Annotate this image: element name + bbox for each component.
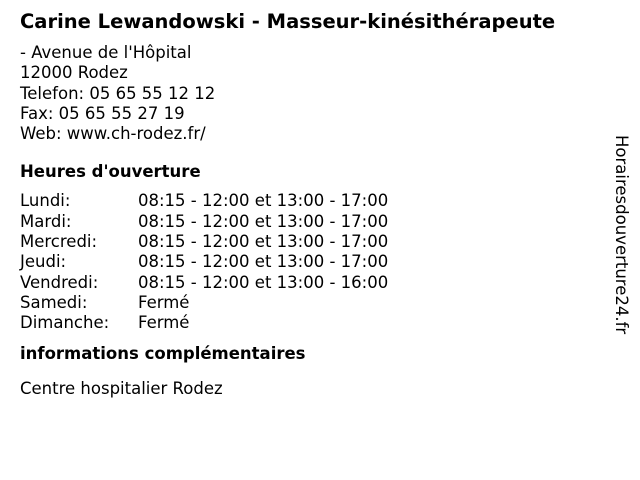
time-range: Fermé <box>138 292 190 312</box>
city-address: 12000 Rodez <box>20 63 128 83</box>
info-text: Centre hospitalier Rodez <box>20 378 223 398</box>
time-range: 08:15 - 12:00 et 13:00 - 17:00 <box>138 232 389 252</box>
hours-row-tuesday <box>20 212 610 232</box>
phone-number: Telefon: 05 65 55 12 12 <box>20 83 216 103</box>
business-listing <box>20 8 610 399</box>
time-range: 08:15 - 12:00 et 13:00 - 16:00 <box>138 272 389 292</box>
site-brand: Horairesdouverture24.fr <box>612 135 631 335</box>
page-title: Carine Lewandowski - Masseur-kinésithérapeute <box>20 10 556 33</box>
day-label: Mercredi: <box>20 232 98 252</box>
time-range: Fermé <box>138 313 190 333</box>
opening-hours-list <box>20 191 610 333</box>
day-label: Mardi: <box>20 211 72 231</box>
hours-heading: Heures d'ouverture <box>20 162 201 182</box>
hours-row-thursday <box>20 252 610 272</box>
time-range: 08:15 - 12:00 et 13:00 - 17:00 <box>138 211 389 231</box>
hours-row-friday <box>20 273 610 293</box>
contact-details <box>20 43 610 144</box>
time-range: 08:15 - 12:00 et 13:00 - 17:00 <box>138 191 389 211</box>
website: Web: www.ch-rodez.fr/ <box>20 124 206 144</box>
day-label: Vendredi: <box>20 272 99 292</box>
day-label: Lundi: <box>20 191 71 211</box>
time-range: 08:15 - 12:00 et 13:00 - 17:00 <box>138 252 389 272</box>
day-label: Jeudi: <box>20 252 67 272</box>
day-label: Samedi: <box>20 292 88 312</box>
hours-row-wednesday <box>20 232 610 252</box>
info-heading: informations complémentaires <box>20 343 306 363</box>
hours-row-sunday <box>20 313 610 333</box>
day-label: Dimanche: <box>20 313 110 333</box>
hours-row-saturday <box>20 293 610 313</box>
street-address: - Avenue de l'Hôpital <box>20 43 192 62</box>
hours-row-monday <box>20 191 610 211</box>
fax-number: Fax: 05 65 55 27 19 <box>20 103 185 123</box>
